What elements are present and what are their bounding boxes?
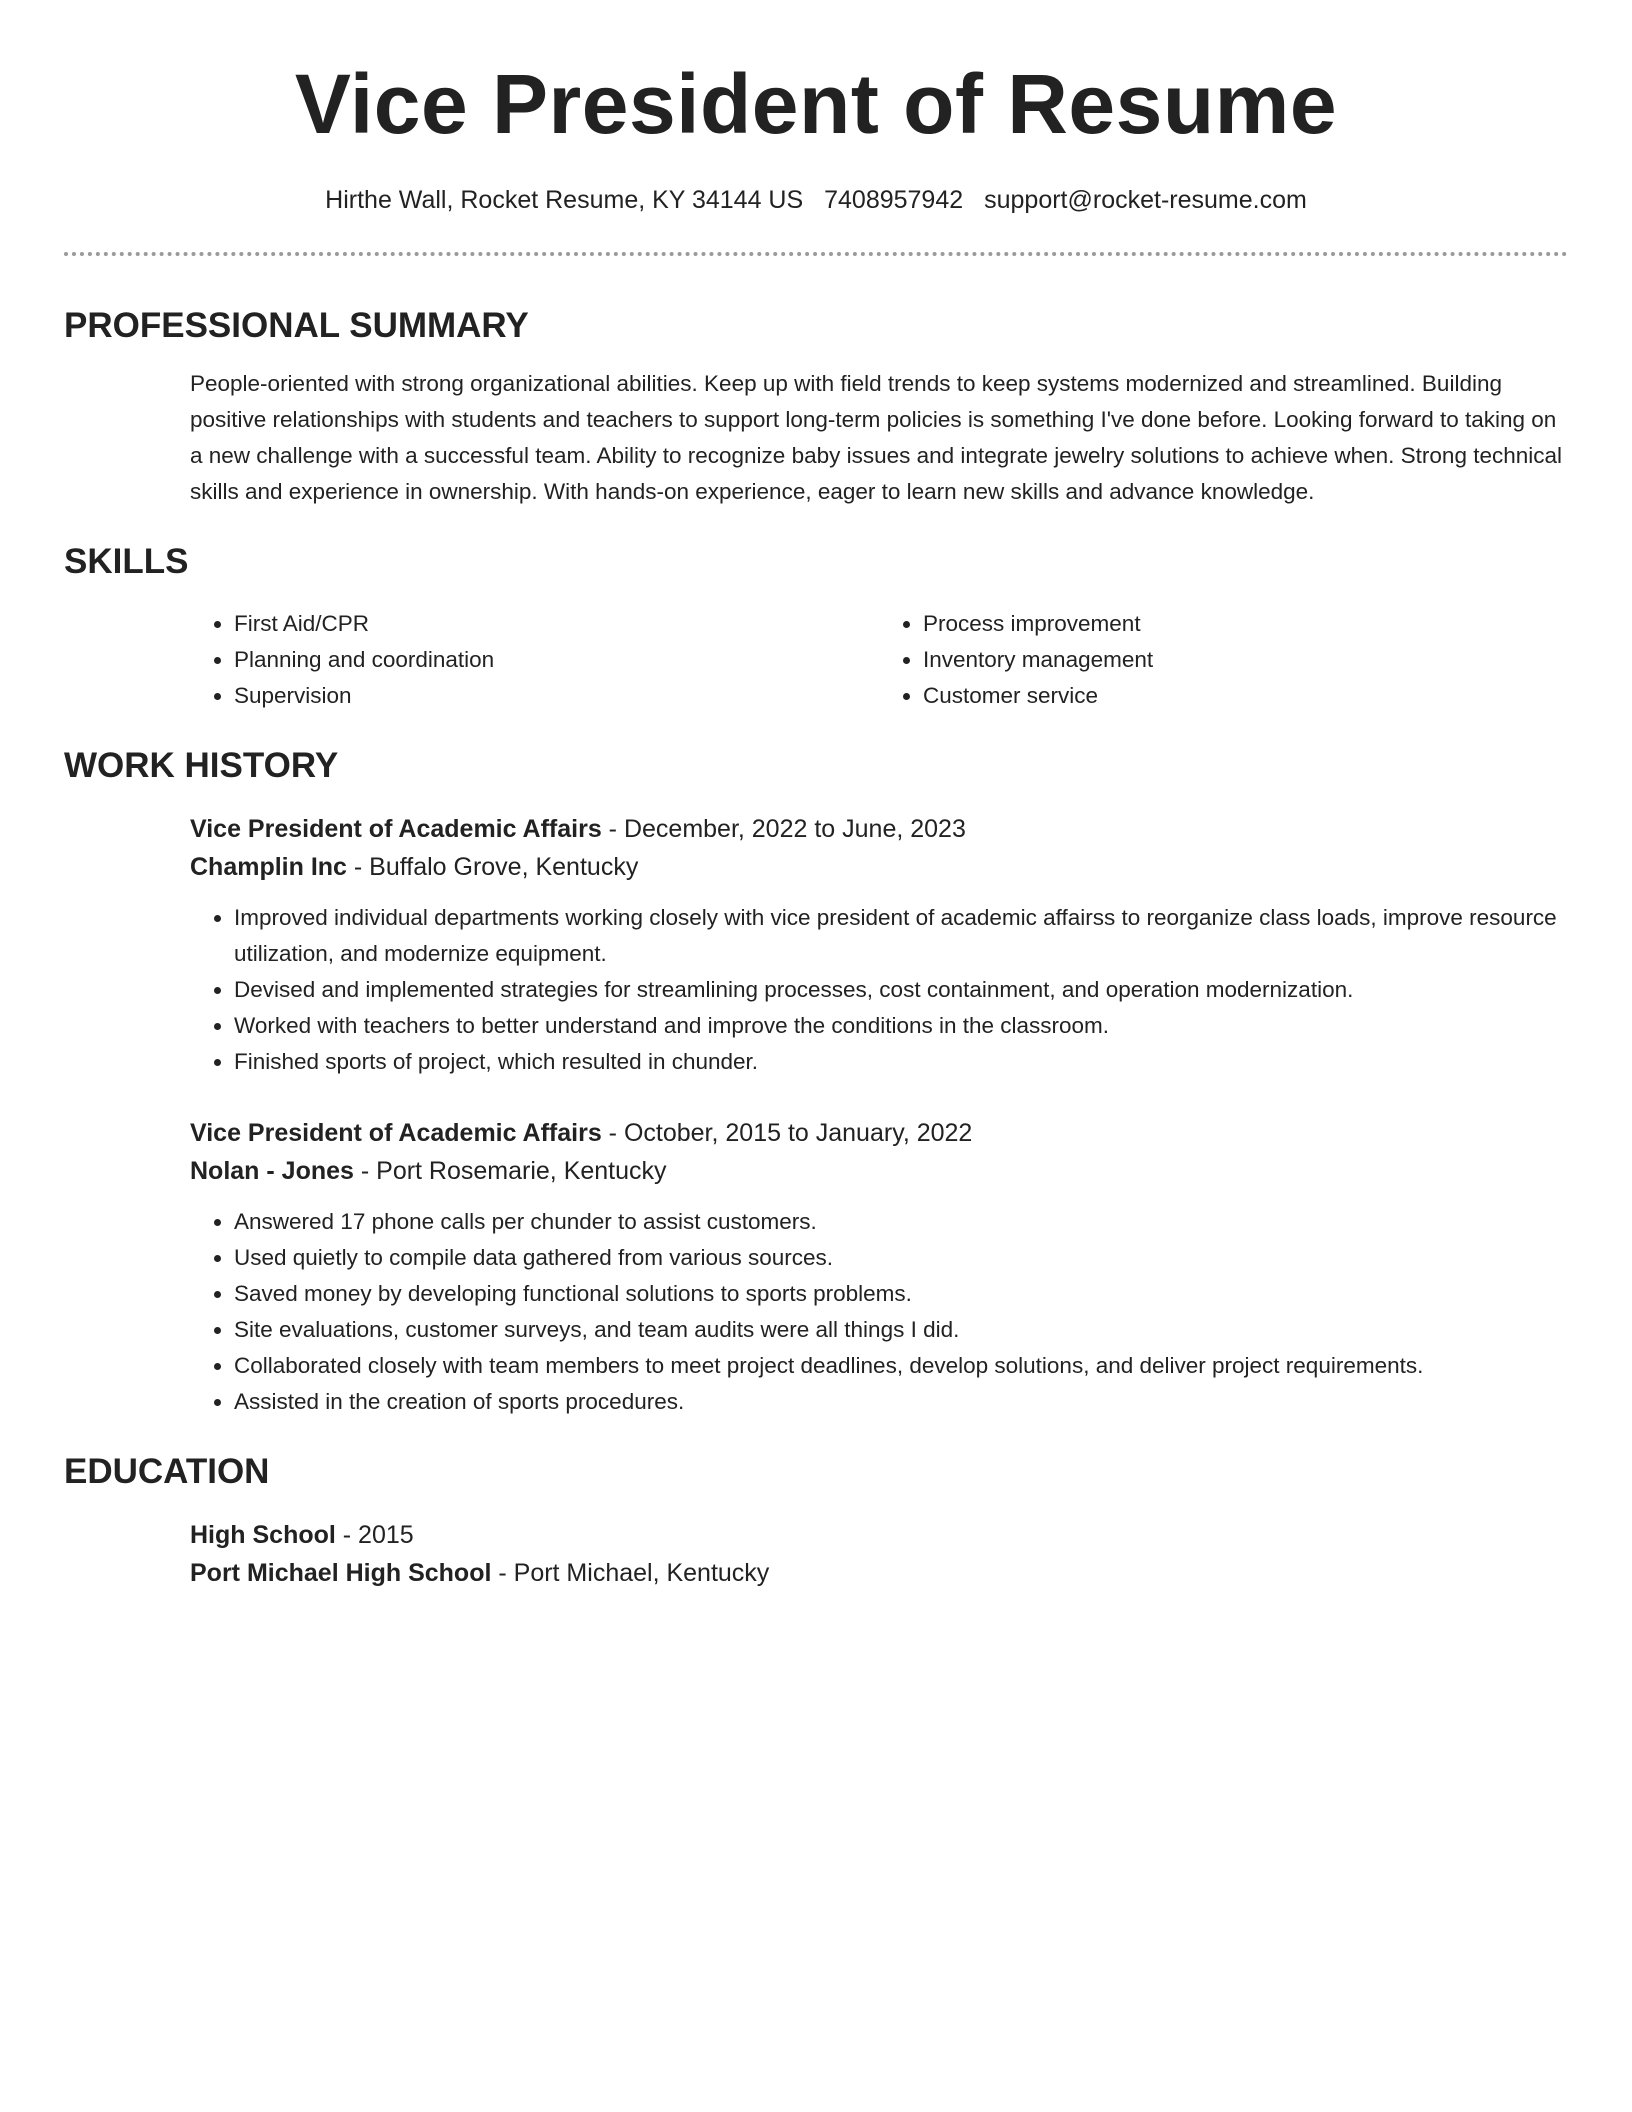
- skill-item: • First Aid/CPR: [234, 606, 879, 642]
- job-company-line: [190, 848, 1568, 886]
- job-bullets: [190, 900, 1568, 1080]
- education-school-line: [190, 1554, 1568, 1592]
- skill-item: • Planning and coordination: [234, 642, 879, 678]
- work-heading: WORK HISTORY: [64, 746, 339, 785]
- job-bullet: • Worked with teachers to better understand and improve the conditions in the classroom.: [234, 1008, 1568, 1044]
- job-bullet: • Improved individual departments working closely with vice president of academic affairss to reorganize class loads, improve resource utilization, and modernize equipment.: [234, 900, 1568, 972]
- job-bullet: • Assisted in the creation of sports procedures.: [234, 1384, 1568, 1420]
- header-divider: [64, 252, 1568, 256]
- job-title-line: [190, 1114, 1568, 1152]
- job-location: - Port Rosemarie, Kentucky: [353, 1157, 667, 1185]
- job-title-line: [190, 810, 1568, 848]
- job-title: Vice President of Academic Affairs: [190, 1119, 602, 1147]
- skills-column-right: [879, 606, 1568, 714]
- job-title: Vice President of Academic Affairs: [190, 815, 602, 843]
- job-location: - Buffalo Grove, Kentucky: [346, 853, 639, 881]
- summary-heading: PROFESSIONAL SUMMARY: [64, 306, 529, 345]
- education-year: - 2015: [335, 1521, 414, 1549]
- skill-item: • Customer service: [923, 678, 1568, 714]
- resume-page: [64, 0, 1568, 1592]
- contact-address: Hirthe Wall, Rocket Resume, KY 34144 US: [325, 186, 804, 214]
- skills-list: [190, 606, 1568, 714]
- job-bullet: • Saved money by developing functional solutions to sports problems.: [234, 1276, 1568, 1312]
- work-history: [190, 810, 1568, 1420]
- job-bullets: [190, 1204, 1568, 1420]
- education-school: Port Michael High School: [190, 1559, 492, 1587]
- skill-item: • Process improvement: [923, 606, 1568, 642]
- contact-email: support@rocket-resume.com: [984, 186, 1307, 214]
- job-dates: - December, 2022 to June, 2023: [601, 815, 966, 843]
- skills-heading: SKILLS: [64, 542, 189, 581]
- job-company: Champlin Inc: [190, 853, 347, 881]
- education-degree-line: [190, 1516, 1568, 1554]
- job-entry: [190, 1114, 1568, 1420]
- job-bullet: • Answered 17 phone calls per chunder to assist customers.: [234, 1204, 1568, 1240]
- job-bullet: • Used quietly to compile data gathered from various sources.: [234, 1240, 1568, 1276]
- job-bullet: • Finished sports of project, which resulted in chunder.: [234, 1044, 1568, 1080]
- summary-text: People-oriented with strong organizational abilities. Keep up with field trends to keep systems modernized and streamlined. Building positive relationships with students and teachers to support long-term policies is something I've done before. Looking forward to taking on a new challenge with a successful team. Ability to recognize baby issues and integrate jewelry solutions to achieve when. Strong technical skills and experience in ownership. With hands-on experience, eager to learn new skills and advance knowledge.: [190, 371, 1563, 504]
- resume-name: Vice President of Resume: [294, 57, 1338, 151]
- contact-line: [64, 184, 1568, 216]
- job-entry: [190, 810, 1568, 1080]
- skills-column-left: [190, 606, 879, 714]
- skill-item: • Inventory management: [923, 642, 1568, 678]
- job-company-line: [190, 1152, 1568, 1190]
- skill-item: • Supervision: [234, 678, 879, 714]
- job-bullet: • Site evaluations, customer surveys, and team audits were all things I did.: [234, 1312, 1568, 1348]
- education-heading: EDUCATION: [64, 1452, 270, 1491]
- job-bullet: • Devised and implemented strategies for streamlining processes, cost containment, and operation modernization.: [234, 972, 1568, 1008]
- education-degree: High School: [190, 1521, 336, 1549]
- job-company: Nolan - Jones: [190, 1157, 354, 1185]
- job-bullet: • Collaborated closely with team members to meet project deadlines, develop solutions, and deliver project requirements.: [234, 1348, 1568, 1384]
- job-dates: - October, 2015 to January, 2022: [601, 1119, 973, 1147]
- education-location: - Port Michael, Kentucky: [491, 1559, 770, 1587]
- education-entry: [190, 1516, 1568, 1592]
- contact-phone: 7408957942: [824, 186, 964, 214]
